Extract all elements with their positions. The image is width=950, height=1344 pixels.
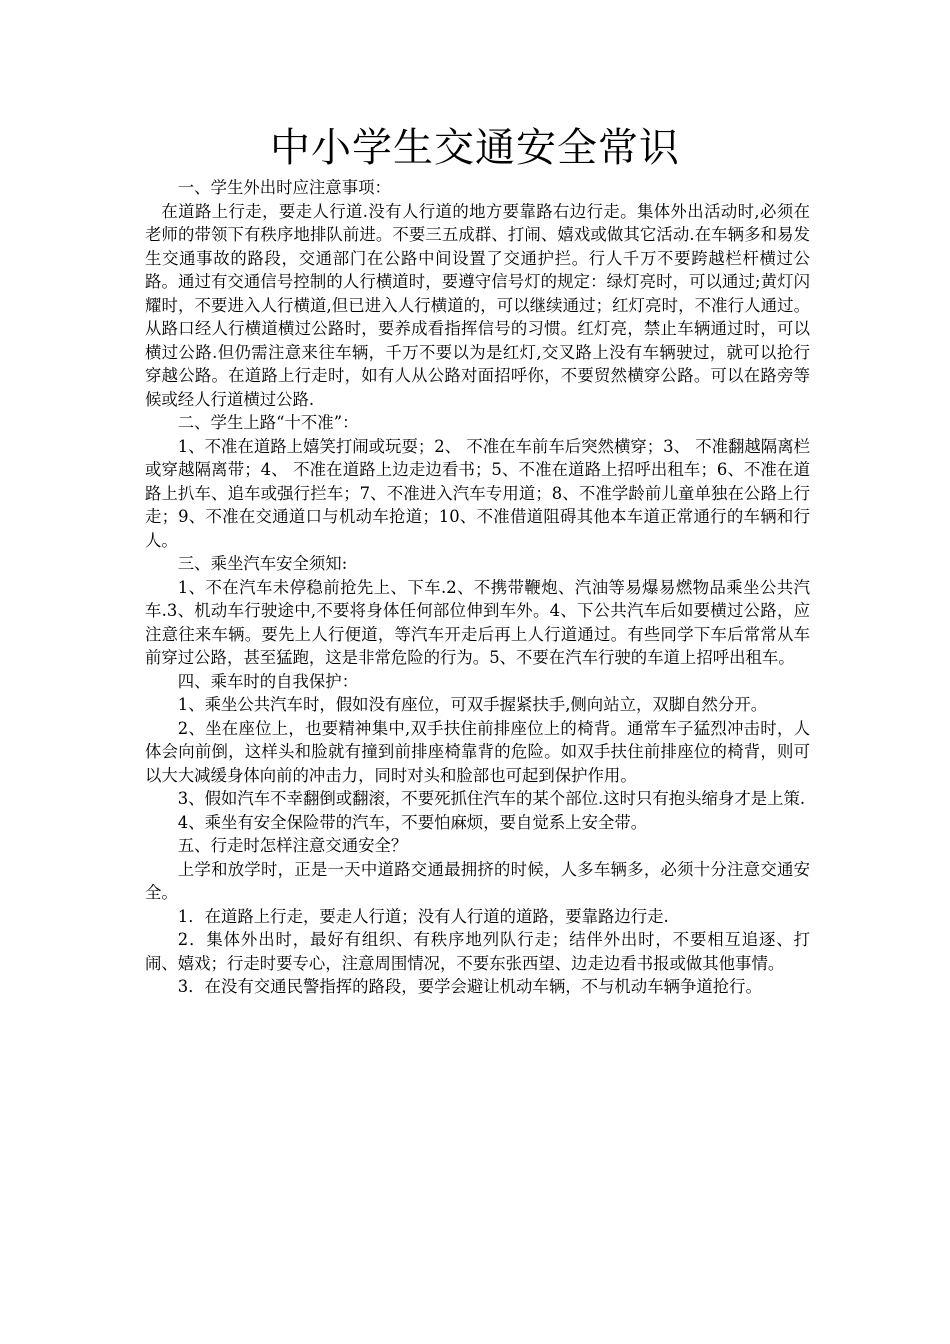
paragraph: 在道路上行走，要走人行道.没有人行道的地方要靠路右边行走。集体外出活动时,必须在老师的带领下有秩序地排队前进。不要三五成群、打闹、嬉戏或做其它活动.在车辆多和易发生交通事故的路段，交通部门在公路中间设置了交通护拦。行人千万不要跨越栏杆横过公路。通过有交通信号控制的人行横道时，要遵守信号灯的规定：绿灯亮时，可以通过;黄灯闪耀时，不要进入人行横道,但已进入人行横道的，可以继续通过；红灯亮时，不准行人通过。从路口经人行横道横过公路时，要养成看指挥信号的习惯。红灯亮，禁止车辆通过时，可以横过公路.但仍需注意来往车辆，千万不要以为是红灯,交叉路上没有车辆驶过，就可以抢行穿越公路。在道路上行走时，如有人从公路对面招呼你，不要贸然横穿公路。可以在路旁等候或经人行道横过公路.	[145, 201, 810, 409]
paragraph: 3、假如汽车不幸翻倒或翻滚，不要死抓住汽车的某个部位.这时只有抱头缩身才是上策.	[177, 789, 806, 808]
paragraph: 2．集体外出时，最好有组织、有秩序地列队行走；结伴外出时，不要相互追逐、打闹、嬉戏；行走时要专心，注意周围情况，不要东张西望、边走边看书报或做其他事情。	[145, 930, 810, 973]
paragraph: 1．在道路上行走，要走人行道；没有人行道的道路，要靠路边行走.	[177, 906, 669, 926]
paragraph: 4、乘坐有安全保险带的汽车，不要怕麻烦，要自觉系上安全带。	[177, 812, 648, 832]
paragraph: 1、不准在道路上嬉笑打闹或玩耍；2、 不准在车前车后突然横穿；3、 不准翻越隔离栏或穿越隔离带；4、 不准在道路上边走边看书；5、不准在道路上招呼出租车；6、不准在道路上扒车、追车或强行拦车；7、不准进入汽车专用道；8、不准学龄前儿童单独在公路上行走；9、不准在交通道口与机动车抢道；10、不准借道阻碍其他本车道正常通行的车辆和行人。	[145, 436, 810, 550]
paragraph: 1、不在汽车未停稳前抢先上、下车.2、不携带鞭炮、汽油等易爆易燃物品乘坐公共汽车.3、机动车行驶途中,不要将身体任何部位伸到车外。4、下公共汽车后如要横过公路，应注意往来车辆。要先上人行便道，等汽车开走后再上人行道通过。有些同学下车后常常从车前穿过公路，甚至猛跑，这是非常危险的行为。5、不要在汽车行驶的车道上招呼出租车。	[145, 577, 810, 667]
paragraph: 3．在没有交通民警指挥的路段，要学会避让机动车辆，不与机动车辆争道抢行。	[177, 977, 762, 996]
section-heading-2: 二、学生上路“十不准”：	[177, 413, 359, 432]
paragraph: 1、乘坐公共汽车时，假如没有座位，可双手握紧扶手,侧向站立，双脚自然分开。	[177, 695, 768, 714]
section-heading-1: 一、学生外出时应注意事项：	[177, 178, 391, 197]
paragraph: 2、坐在座位上，也要精神集中,双手扶住前排座位上的椅背。通常车子猛烈冲击时，人体会向前倒，这样头和脸就有撞到前排座椅靠背的危险。如双手扶住前排座位的椅背，则可以大大减缓身体向前的冲击力，同时对头和脸部也可起到保护作用。	[145, 718, 810, 785]
document-body	[145, 176, 810, 999]
paragraph: 上学和放学时，正是一天中道路交通最拥挤的时候，人多车辆多，必须十分注意交通安全。	[145, 859, 810, 902]
section-heading-3: 三、乘坐汽车安全须知:	[177, 554, 348, 573]
section-heading-5: 五、行走时怎样注意交通安全？	[177, 836, 408, 855]
document-title: 中小学生交通安全常识	[270, 125, 680, 171]
section-heading-4: 四、乘车时的自我保护：	[177, 671, 359, 691]
